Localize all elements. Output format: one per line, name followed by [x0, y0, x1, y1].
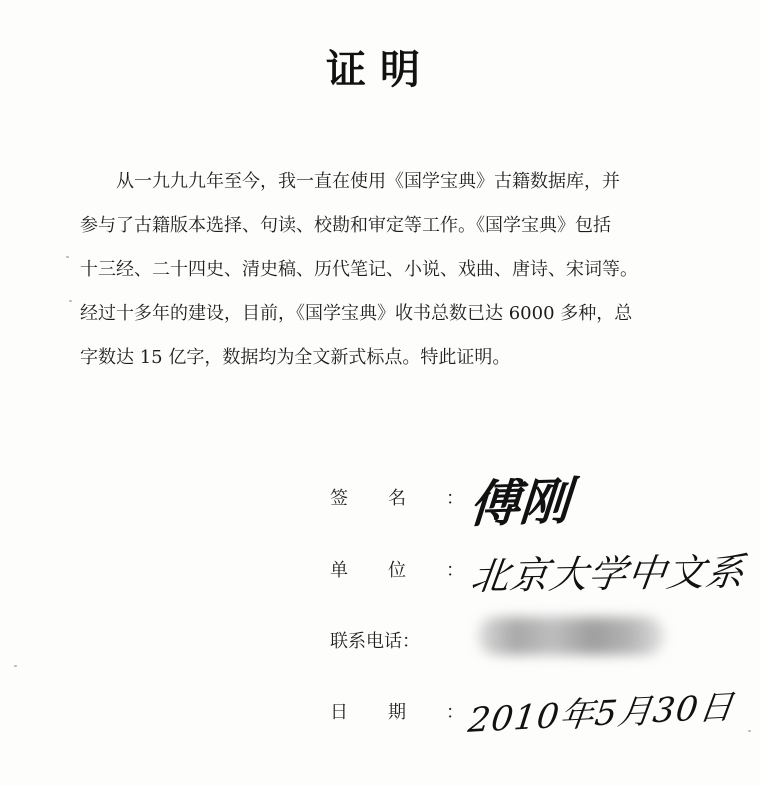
paragraph-line: 经过十多年的建设，目前，《国学宝典》收书总数已达 6000 多种，总	[80, 303, 633, 324]
scan-speck	[748, 730, 751, 732]
paragraph-line: 从一九九九年至今，我一直在使用《国学宝典》古籍数据库，并	[116, 171, 620, 192]
scan-speck	[69, 300, 72, 302]
signature-label: 签名：	[330, 488, 504, 509]
handwritten-signature: 傅刚	[467, 471, 572, 534]
unit-label: 单位：	[330, 560, 504, 581]
certificate-body	[80, 160, 692, 380]
date-label: 日期：	[330, 702, 504, 723]
handwritten-unit: 北京大学中文系	[468, 549, 748, 599]
paragraph-line: 十三经、二十四史、清史稿、历代笔记、小说、戏曲、唐诗、宋词等。	[80, 259, 638, 280]
phone-label: 联系电话：	[330, 631, 420, 652]
scan-speck	[66, 256, 69, 258]
handwritten-date: 2010年5月30日	[466, 687, 737, 741]
document-title: 证明	[326, 47, 434, 93]
blurred-phone-number	[478, 617, 664, 655]
paragraph-line: 字数达 15 亿字，数据均为全文新式标点。特此证明。	[80, 347, 511, 368]
paragraph-line: 参与了古籍版本选择、句读、校勘和审定等工作。《国学宝典》包括	[80, 215, 611, 236]
scan-speck	[14, 665, 17, 667]
